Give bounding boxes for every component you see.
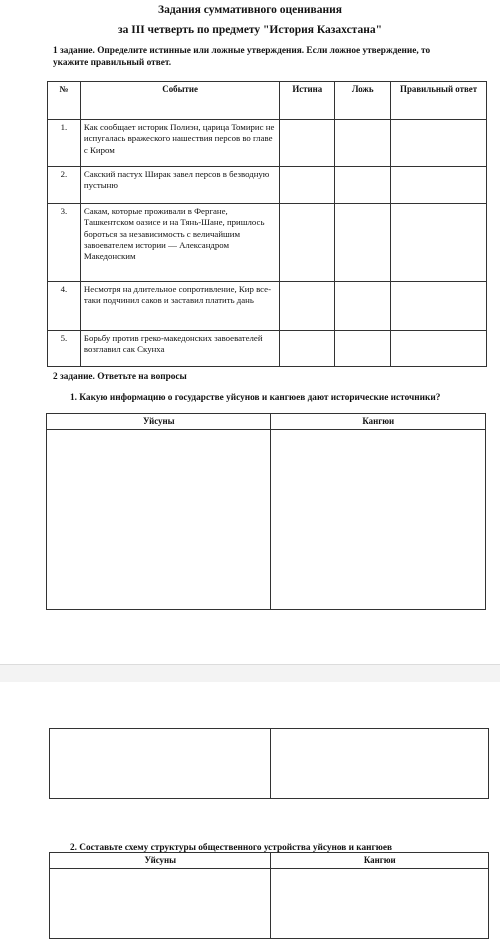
event-cell: Несмотря на длительное сопротивление, Кир все-таки подчинил саков и заставил платить дань (80, 282, 279, 331)
answer-cell[interactable] (391, 204, 487, 282)
answer-cell[interactable] (391, 282, 487, 331)
table-row (48, 120, 487, 167)
column-header-uysuns: Уйсуны (47, 414, 271, 430)
column-header-kangyui: Кангюи (271, 853, 489, 869)
column-header-number: № (48, 82, 81, 120)
answer-cell[interactable] (391, 167, 487, 204)
column-header-true: Истина (280, 82, 335, 120)
answer-cell[interactable] (391, 120, 487, 167)
task2-heading: 2 задание. Ответьте на вопросы (53, 372, 187, 382)
row-number: 4. (48, 282, 81, 331)
sources-table (46, 413, 486, 610)
column-header-correct-answer: Правильный ответ (391, 82, 487, 120)
row-number: 3. (48, 204, 81, 282)
structure-table (49, 852, 489, 939)
column-header-kangyui: Кангюи (271, 414, 486, 430)
document-subtitle: за III четверть по предмету "История Казахстана" (118, 24, 382, 36)
false-cell[interactable] (335, 331, 391, 367)
kangyui-answer-cell[interactable] (271, 430, 486, 610)
answer-cell[interactable] (391, 331, 487, 367)
kangyui-answer-cell[interactable] (271, 729, 489, 799)
event-cell: Борьбу против греко-македонских завоевателей возглавил сак Скунха (80, 331, 279, 367)
table-row (48, 167, 487, 204)
table-row (48, 204, 487, 282)
table-row (48, 282, 487, 331)
uysuns-answer-cell[interactable] (47, 430, 271, 610)
column-header-event: Событие (80, 82, 279, 120)
true-cell[interactable] (280, 204, 335, 282)
row-number: 1. (48, 120, 81, 167)
false-cell[interactable] (335, 282, 391, 331)
false-cell[interactable] (335, 120, 391, 167)
table-row (48, 331, 487, 367)
uysuns-answer-cell[interactable] (50, 729, 271, 799)
kangyui-structure-cell[interactable] (271, 869, 489, 939)
row-number: 2. (48, 167, 81, 204)
true-cell[interactable] (280, 282, 335, 331)
true-cell[interactable] (280, 120, 335, 167)
row-number: 5. (48, 331, 81, 367)
event-cell: Сакский пастух Ширак завел персов в безводную пустыню (80, 167, 279, 204)
true-cell[interactable] (280, 167, 335, 204)
document-title: Задания суммативного оценивания (158, 4, 342, 16)
sources-table-continued (49, 728, 489, 799)
true-false-table (47, 81, 487, 367)
task1-instruction: 1 задание. Определите истинные или ложные утверждения. Если ложное утверждение, то укажите правильный ответ. (53, 46, 431, 68)
question-1: 1. Какую информацию о государстве уйсунов и кангюев дают исторические источники? (70, 393, 441, 403)
event-cell: Сакам, которые проживали в Фергане, Ташкентском оазисе и на Тянь-Шане, пришлось бороться за независимость с величайшим завоевателем истории — Александром Македонским (80, 204, 279, 282)
column-header-false: Ложь (335, 82, 391, 120)
false-cell[interactable] (335, 167, 391, 204)
question-2: 2. Составьте схему структуры общественного устройства уйсунов и кангюев (70, 843, 393, 853)
uysuns-structure-cell[interactable] (50, 869, 271, 939)
column-header-uysuns: Уйсуны (50, 853, 271, 869)
page-separator (0, 664, 500, 683)
event-cell: Как сообщает историк Полиэн, царица Томирис не испугалась вражеского нашествия персов во главе с Киром (80, 120, 279, 167)
false-cell[interactable] (335, 204, 391, 282)
true-cell[interactable] (280, 331, 335, 367)
